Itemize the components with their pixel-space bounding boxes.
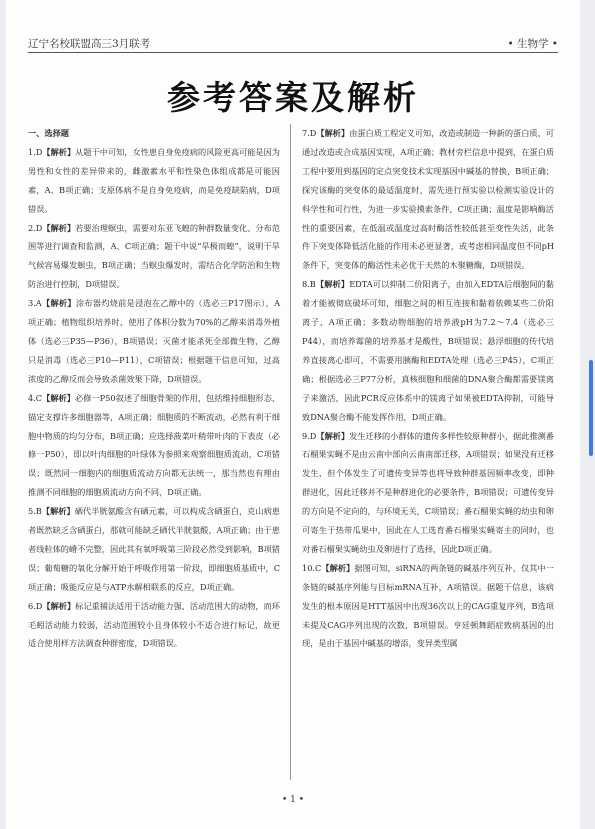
answer-number: 4.C <box>28 392 43 403</box>
column-divider <box>290 124 291 780</box>
header-exam-name: 辽宁名校联盟高三3月联考 <box>28 38 151 50</box>
scrollbar-thumb[interactable] <box>589 360 593 456</box>
document-page <box>6 0 580 829</box>
left-column <box>28 124 280 653</box>
analysis-tag: 【解析】 <box>41 298 76 309</box>
answer-item <box>28 219 280 295</box>
answer-item <box>28 502 280 597</box>
analysis-tag: 【解析】 <box>42 146 76 157</box>
right-column <box>302 124 554 653</box>
answer-text: 若要治理螟虫，需要对东亚飞蝗的种群数量变化、分布范围等进行调查和监测，A、C项正确；题干中说“旱极而蝗”，说明干旱气候容易爆发螟虫，B项正确；当螟虫爆发时，需结合化学防治和生物防治进行控制，D项错误。 <box>28 222 280 290</box>
section-heading: 一、选择题 <box>28 128 69 138</box>
analysis-tag: 【解析】 <box>321 562 355 573</box>
answer-item <box>28 597 280 654</box>
answer-number: 8.B <box>302 279 316 290</box>
answer-number: 10.C <box>302 562 322 573</box>
header-rule <box>28 52 558 53</box>
page-number: • 1 • <box>281 795 305 805</box>
analysis-tag: 【解析】 <box>42 392 75 403</box>
answer-number: 5.B <box>28 506 42 517</box>
answer-item <box>28 389 280 502</box>
answer-text: 涂布器灼烧前是浸泡在乙醇中的（选必三P17图示），A项正确；植物组织培养时，使用了体积分数为70%的乙醇来消毒外植体（选必三P35—P36），B项错误；灭菌才能杀死全部微生物，乙醇只是消毒（选必三P10—P11），C项错误；根据题干信息可知，过高浓度的乙醇反而会导致杀菌效果下降，D项错误。 <box>28 298 280 384</box>
answer-text: 标记重捕法适用于活动能力强、活动范围大的动物，而环毛蚓活动能力较弱，活动范围较小且身体较小不适合进行标记，故更适合使用样方法调查种群密度，D项错误。 <box>28 600 280 649</box>
answer-number: 7.D <box>302 128 317 138</box>
analysis-tag: 【解析】 <box>41 506 75 517</box>
answer-text: EDTA可以抑制二价阳离子，由加入EDTA后细胞间的黏着才能被彻底破坏可知，细胞之间的相互连接和黏着依赖某些二价阳离子，A项正确；多数动物细胞的培养液pH为7.2～7.4（选必三P44），而培养霉菌的培养基才是酸性，B项错误；悬浮细胞的传代培养直接离心即可，不需要用胰酶和EDTA处理（选必三P45），C项正确；根据选必三P77分析，真核细胞和细菌的DNA聚合酶都需要镁离子来激活，因此PCR反应体系中的镁离子如果被EDTA抑制，可能导致DNA聚合酶不能发挥作用，D项正确。 <box>302 279 554 422</box>
header-subject: • 生物学 • <box>507 38 558 50</box>
answer-item <box>28 294 280 389</box>
analysis-tag: 【解析】 <box>42 600 76 611</box>
answer-text: 从题干中可知，女性患自身免疫病的风险更高可能是因为男性和女性的差异带来的，雌激素水平和性染色体组成都是可能因素，A、B项正确；支原体病不是自身免疫病，而是免疫缺陷病，D项错误。 <box>28 146 280 214</box>
analysis-tag: 【解析】 <box>315 279 350 290</box>
answer-text: 硒代半胱氨酸含有硒元素，可以构成含硒蛋白，克山病患者既然缺乏含硒蛋白，那就可能缺乏硒代半胱氨酸，A项正确；由于患者线粒体的嵴不完整，因此其有氧呼吸第三阶段必然受到影响，B项错误；葡萄糖的氧化分解开始于呼吸作用第一阶段，即细胞质基质中，C项正确；吸能反应是与ATP水解相联系的反应，D项正确。 <box>28 506 280 592</box>
analysis-tag: 【解析】 <box>316 128 350 138</box>
answer-number: 1.D <box>28 146 43 157</box>
answer-item <box>302 124 554 275</box>
answer-text: 据图可知，siRNA的两条链的碱基序列互补，仅其中一条链的碱基序列能与目标mRNA互补，A项错误。据题干信息，该病发生的根本原因是HTT基因中出现36次以上的CAG重复序列，B选项未提及CAG序列出现的次数，B项错误。亨廷顿舞蹈症致病基因的出现，是由于基因中碱基的增添，变异类型属 <box>302 562 554 649</box>
answer-text: 由蛋白质工程定义可知，改造或制造一种新的蛋白质，可通过改造或合成基因实现，A项正确；教材旁栏信息中提到，在蛋白质工程中要用到基因的定点突变技术实现基因中碱基的替换，B项正确；探究该酶的突变体的最适温度时，需先进行预实验以检测实验设计的科学性和可行性，为进一步实验摸索条件，C项正确；温度是影响酶活性的重要因素，在低温或温度过高时酶活性较低甚至变性失活，此条件下突变体降低活化能的作用未必更显著，或考虑相同温度但不同pH条件下，突变体的酶活性未必优于天然的木聚糖酶，D项错误。 <box>302 128 554 271</box>
analysis-tag: 【解析】 <box>316 430 350 441</box>
answer-number: 3.A <box>28 298 42 309</box>
answer-number: 2.D <box>28 222 43 233</box>
answer-item <box>302 427 554 559</box>
analysis-tag: 【解析】 <box>42 222 76 233</box>
answer-item <box>302 559 554 654</box>
answer-text: 发生迁移的小群体的遗传多样性较原种群小，据此推测番石榴果实蝇不是由云南中部向云南南部迁移，A项错误；如果没有迁移发生，但个体发生了可遗传变异等也将导致种群基因频率改变，即种群进化，因此迁移并不是种群进化的必要条件，B项错误；可遗传变异的方向是不定向的，与环境无关，C项错误；番石榴果实蝇的幼虫和卵可寄生于热带瓜果中，因此在人工选育番石榴果实蝇寄主的同时，也对番石榴果实蝇幼虫及卵进行了选择，因此D项正确。 <box>302 430 554 554</box>
answer-item <box>302 275 554 426</box>
answer-item <box>28 143 280 219</box>
answer-number: 6.D <box>28 600 43 611</box>
page-title: 参考答案及解析 <box>167 78 419 117</box>
answer-number: 9.D <box>302 430 317 441</box>
answer-text: 必修一P50叙述了细胞骨架的作用，包括维持细胞形态、锚定支撑许多细胞器等，A项正确；细胞质的不断流动，必然有利于细胞中物质的均匀分布，B项正确；应选择菠菜叶稍带叶肉的下表皮（必修一P50），即以叶肉细胞的叶绿体为参照来观察细胞质流动，C项错误；既然同一细胞内的细胞质流动方向都无法统一，那当然也有理由推测不同细胞的细胞质流动方向不同，D项正确。 <box>28 392 280 498</box>
